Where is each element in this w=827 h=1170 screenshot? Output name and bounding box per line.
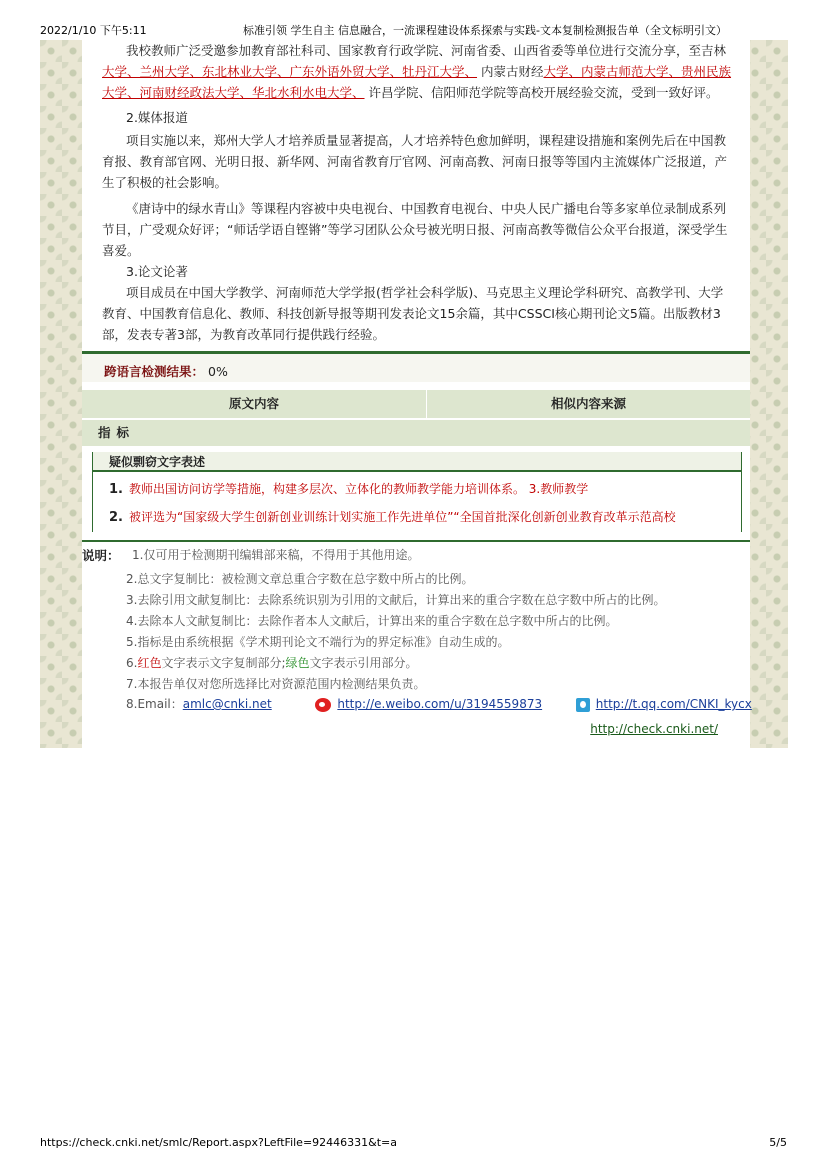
note-3: 3.去除引用文献复制比：去除系统识别为引用的文献后，计算出来的重合字数在总字数中所占的比例。	[126, 593, 666, 607]
weibo-link[interactable]: http://e.weibo.com/u/3194559873	[337, 697, 543, 711]
suspect-title: 疑似剽窃文字表述	[109, 455, 206, 469]
suspect-panel	[92, 452, 742, 532]
suspect-item	[109, 480, 588, 497]
paragraph-exchange	[102, 40, 732, 103]
note-1: 1.仅可用于检测期刊编辑部来稿，不得用于其他用途。	[132, 548, 420, 562]
paragraph-media: 项目实施以来，郑州大学人才培养质量显著提高，人才培养特色愈加鲜明，课程建设措施和案例先后在中国教育报、教育部官网、光明日报、新华网、河南省教育厅官网、河南高教、河南日报等等国内主流媒体广泛报道，产生了积极的社会影响。	[102, 133, 728, 190]
p1-text: 我校教师广泛受邀参加教育部社科司、国家教育行政学院、河南省委、山西省委等单位进行交流分享，至吉林	[126, 43, 727, 58]
item-number: 1.	[109, 482, 123, 497]
check-link-wrap	[590, 722, 718, 736]
weibo-icon	[315, 698, 331, 712]
notes-label: 说明：	[82, 548, 120, 563]
note-6-green: 绿色	[285, 656, 310, 670]
item-text: 被评选为“国家级大学生创新创业训练计划实施工作先进单位”“全国首批深化创新创业教育改革示范高校	[128, 510, 676, 524]
print-url: https://check.cnki.net/smlc/Report.aspx?LeftFile=92446331&t=a	[40, 1136, 398, 1149]
p1-highlight-2: 大学、内蒙古师范大学、贵州民族大学、河南财经政法大学、华北水利水电大学、	[102, 64, 732, 100]
note-6-mid: 文字表示文字复制部分;	[161, 656, 286, 670]
note-6-prefix: 6.	[126, 656, 138, 670]
note-2: 2.总文字复制比：被检测文章总重合字数在总字数中所占的比例。	[126, 572, 474, 586]
col-source: 相似内容来源	[550, 396, 626, 411]
divider-notes	[82, 540, 750, 542]
p1-text-end: 许昌学院、信阳师范学院等高校开展经验交流，受到一致好评。	[368, 85, 719, 100]
indicator-row	[82, 420, 750, 446]
indicator-label: 指标	[98, 425, 136, 440]
result-label: 跨语言检测结果：	[104, 364, 205, 379]
note-4: 4.去除本人文献复制比：去除作者本人文献后，计算出来的重合字数在总字数中所占的比例。	[126, 614, 618, 628]
note-8	[126, 695, 752, 712]
email-link[interactable]: amlc@cnki.net	[182, 697, 272, 711]
paragraph-papers: 项目成员在中国大学教学、河南师范大学学报(哲学社会科学版)、马克思主义理论学科研究、高教学刊、大学教育、中国教育信息化、教师、科技创新导报等期刊发表论文15余篇，其中CSSCI核心期刊论文5篇。出版教材3部，发表专著3部，为教育改革同行提供践行经验。	[102, 285, 724, 342]
note-6-suffix: 文字表示引用部分。	[309, 656, 418, 670]
qq-link[interactable]: http://t.qq.com/CNKI_kycx	[595, 697, 752, 711]
result-value: 0%	[208, 364, 228, 379]
section-papers: 3.论文论著	[126, 264, 188, 279]
tencent-weibo-icon	[576, 698, 590, 712]
note-6-red: 红色	[137, 656, 162, 670]
p1-highlight-1: 大学、兰州大学、东北林业大学、广东外语外贸大学、牡丹江大学、	[102, 64, 478, 79]
item-number: 2.	[109, 510, 123, 525]
item-text: 教师出国访问访学等措施，构建多层次、立体化的教师教学能力培训体系。 3.教师教学	[128, 482, 589, 496]
page-number: 5/5	[769, 1136, 787, 1149]
cross-language-result	[104, 362, 228, 380]
note-6	[126, 654, 418, 671]
print-header	[40, 22, 787, 38]
suspect-item	[109, 508, 676, 525]
report-content	[82, 40, 750, 748]
note-5: 5.指标是由系统根据《学术期刊论文不端行为的界定标准》自动生成的。	[126, 635, 510, 649]
check-cnki-link[interactable]: http://check.cnki.net/	[590, 722, 718, 736]
note-8-prefix: 8.Email：	[126, 697, 183, 711]
paragraph-tv: 《唐诗中的绿水青山》等课程内容被中央电视台、中国教育电视台、中央人民广播电台等多家单位录制成系列节目，广受观众好评；“师话学语自铿锵”等学习团队公众号被光明日报、河南高教等微信公众平台报道，深受学生喜爱。	[102, 201, 728, 258]
note-7: 7.本报告单仅对您所选择比对资源范围内检测结果负责。	[126, 677, 426, 691]
print-title: 标准引领 学生自主 信息融合，一流课程建设体系探索与实践-文本复制检测报告单（全文标明引文）	[243, 24, 727, 37]
p1-text-mid: 内蒙古财经	[481, 64, 544, 79]
suspect-header	[93, 452, 741, 472]
table-header	[82, 390, 750, 418]
col-original: 原文内容	[82, 390, 427, 418]
section-media: 2.媒体报道	[126, 110, 188, 125]
print-date: 2022/1/10 下午5:11	[40, 24, 147, 37]
